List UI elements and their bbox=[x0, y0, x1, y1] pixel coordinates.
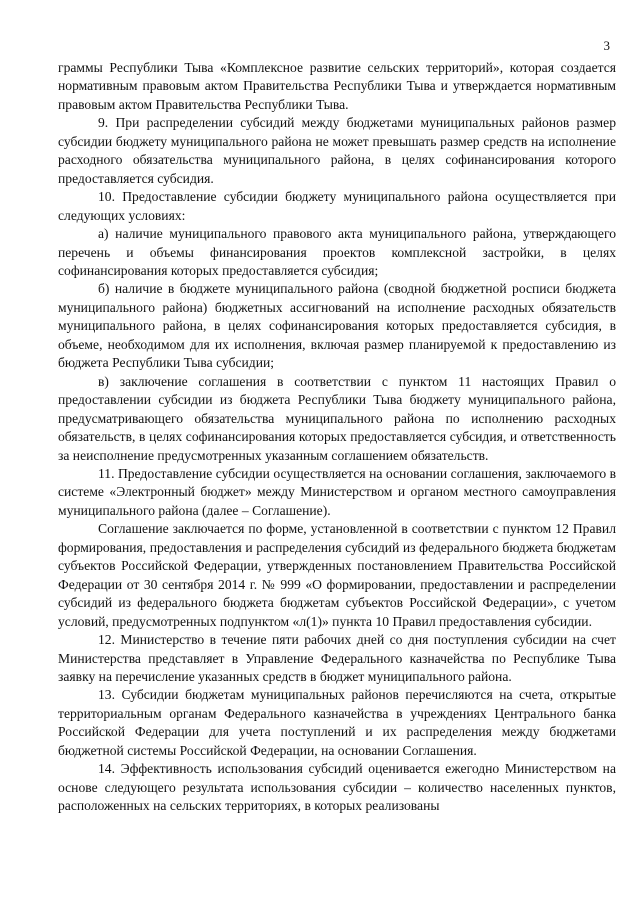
paragraph-item-12: 12. Министерство в течение пяти рабочих дней со дня поступления субсидии на счет Министерства представляет в Управление Федерального казначейства по Республике Тыва заявку на перечисление указанных средств в бюджет муниципального района. bbox=[58, 632, 616, 684]
paragraph-item-11: 11. Предоставление субсидии осуществляется на основании соглашения, заключаемого в системе «Электронный бюджет» между Министерством и органом местного самоуправления муниципального района (далее – Соглашение). bbox=[58, 465, 616, 518]
paragraph-agreement-form: Соглашение заключается по форме, установленной в соответствии с пунктом 12 Правил формирования, предоставления и распределения субсидий из федерального бюджета бюджетам субъектов Российской Федерации, утвержденных постановлением Правительства Российской Федерации от 30 сентября 2014 г. № 999 «О формировании, предоставлении и распределении субсидий из федерального бюджета бюджетам субъектов Российской Федерации», с учетом условий, предусмотренных подпунктом «л(1)» пункта 10 Правил предоставления субсидии. bbox=[58, 521, 616, 629]
paragraph-item-9: 9. При распределении субсидий между бюджетами муниципальных районов размер субсидии бюджету муниципального района не может превышать размер средств на исполнение расходного обязательства муниципального района, в целях софинансирования которого предоставляется субсидия. bbox=[58, 115, 616, 186]
page-number: 3 bbox=[603, 38, 610, 53]
document-body bbox=[58, 59, 616, 816]
paragraph-subitem-b: б) наличие в бюджете муниципального района (сводной бюджетной росписи бюджета муниципального района) бюджетных ассигнований на исполнение расходных обязательств муниципального района, в целях софинансирования которых предоставляется субсидия, в объеме, необходимом для их исполнения, включая размер планируемой к предоставлению из бюджета Республики Тыва субсидии; bbox=[58, 281, 616, 371]
paragraph-item-14: 14. Эффективность использования субсидий оценивается ежегодно Министерством на основе следующего результата использования субсидии – количество населенных пунктов, расположенных на сельских территориях, в которых реализованы bbox=[58, 761, 616, 814]
paragraph-item-13: 13. Субсидии бюджетам муниципальных районов перечисляются на счета, открытые территориальным органам Федерального казначейства в учреждениях Центрального банка Российской Федерации для учета поступлений и их распределения между бюджетами бюджетной системы Российской Федерации, на основании Соглашения. bbox=[58, 687, 616, 758]
paragraph-continuation: граммы Республики Тыва «Комплексное развитие сельских территорий», которая создается нормативным правовым актом Правительства Республики Тыва и утверждается нормативным правовым актом Правительства Республики Тыва. bbox=[58, 60, 616, 112]
paragraph-subitem-a: а) наличие муниципального правового акта муниципального района, утверждающего перечень и объемы финансирования проектов комплексной застройки, в целях софинансирования которых предоставляется субсидия; bbox=[58, 226, 616, 278]
paragraph-item-10: 10. Предоставление субсидии бюджету муниципального района осуществляется при следующих условиях: bbox=[58, 189, 616, 223]
paragraph-subitem-v: в) заключение соглашения в соответствии с пунктом 11 настоящих Правил о предоставлении субсидии из бюджета Республики Тыва бюджету муниципального района, предусматривающего обязательства муниципального района по исполнению расходных обязательств, в целях софинансирования которых предоставляется субсидия, и ответственность за неисполнение предусмотренных указанным соглашением обязательств. bbox=[58, 373, 616, 463]
